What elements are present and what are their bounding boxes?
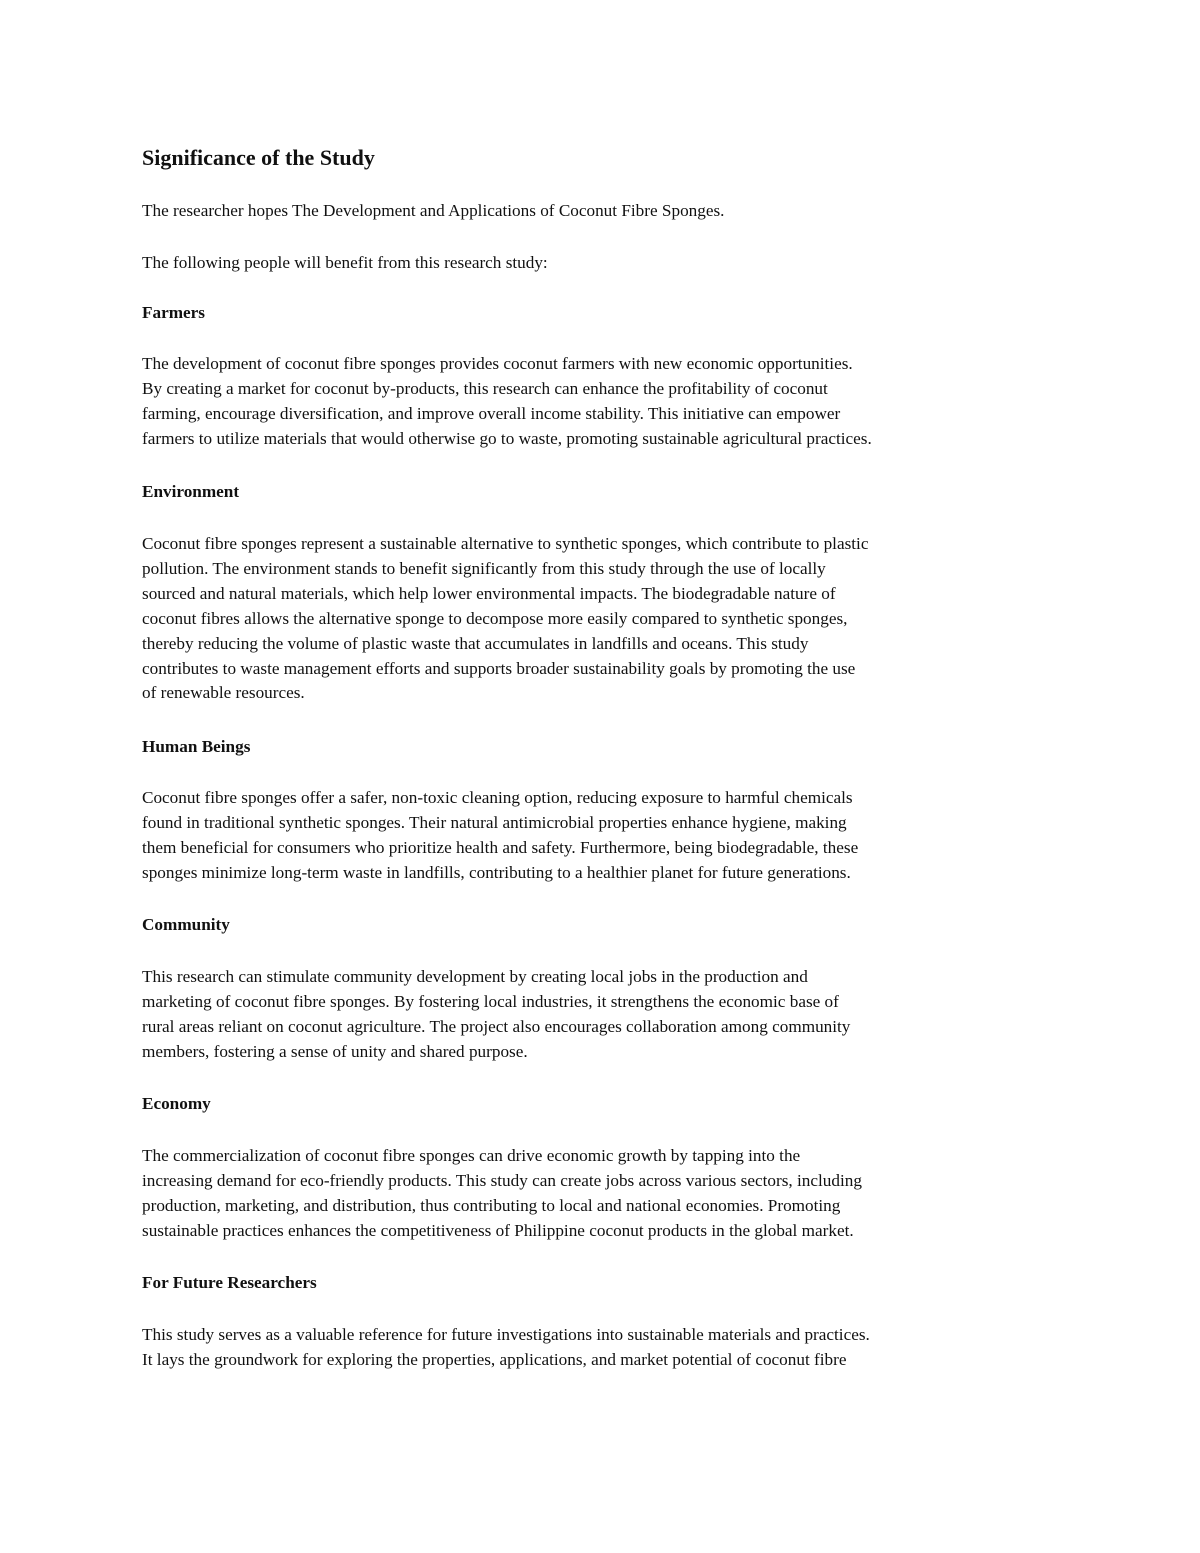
- section-paragraph-future-researchers: [142, 1323, 1062, 1373]
- paragraph-line: sourced and natural materials, which help lower environmental impacts. The biodegradable nature of: [142, 583, 836, 603]
- paragraph-line: This research can stimulate community development by creating local jobs in the production and: [142, 967, 808, 986]
- paragraph-line: The commercialization of coconut fibre sponges can drive economic growth by tapping into the: [142, 1146, 801, 1165]
- paragraph-line: pollution. The environment stands to benefit significantly from this study through the use of locally: [142, 558, 826, 578]
- paragraph-line: farmers to utilize materials that would otherwise go to waste, promoting sustainable agricultural practices.: [142, 428, 872, 448]
- section-paragraph-environment: [142, 532, 1062, 706]
- section-heading-farmers: Farmers: [142, 303, 205, 322]
- paragraph-line: contributes to waste management efforts and supports broader sustainability goals by promoting the use: [142, 658, 856, 678]
- intro-beneficiaries: The following people will benefit from this research study:: [142, 253, 548, 272]
- paragraph-line: rural areas reliant on coconut agriculture. The project also encourages collaboration among community: [142, 1016, 851, 1036]
- paragraph-line: Coconut fibre sponges represent a sustainable alternative to synthetic sponges, which contribute to plastic: [142, 534, 869, 553]
- paragraph-line: marketing of coconut fibre sponges. By fostering local industries, it strengthens the economic base of: [142, 991, 839, 1011]
- paragraph-line: Coconut fibre sponges offer a safer, non-toxic cleaning option, reducing exposure to harmful chemicals: [142, 788, 853, 807]
- paragraph-line: farming, encourage diversification, and improve overall income stability. This initiative can empower: [142, 403, 841, 423]
- page-title: Significance of the Study: [142, 145, 375, 170]
- paragraph-line: increasing demand for eco-friendly products. This study can create jobs across various sectors, including: [142, 1170, 862, 1190]
- paragraph-line: production, marketing, and distribution, thus contributing to local and national economies. Promoting: [142, 1195, 841, 1215]
- section-paragraph-economy: [142, 1144, 1062, 1244]
- paragraph-line: The development of coconut fibre sponges provides coconut farmers with new economic opportunities.: [142, 354, 853, 373]
- paragraph-line: By creating a market for coconut by-products, this research can enhance the profitability of coconut: [142, 378, 828, 398]
- section-heading-future-researchers: For Future Researchers: [142, 1273, 317, 1292]
- section-heading-human-beings: Human Beings: [142, 737, 251, 756]
- paragraph-line: It lays the groundwork for exploring the properties, applications, and market potential of coconut fibre: [142, 1349, 847, 1369]
- section-paragraph-community: [142, 965, 1062, 1065]
- section-heading-economy: Economy: [142, 1094, 211, 1113]
- paragraph-line: members, fostering a sense of unity and shared purpose.: [142, 1041, 528, 1061]
- section-heading-environment: Environment: [142, 482, 240, 501]
- paragraph-line: found in traditional synthetic sponges. Their natural antimicrobial properties enhance hygiene, making: [142, 812, 847, 832]
- section-paragraph-farmers: [142, 352, 1062, 452]
- paragraph-line: This study serves as a valuable reference for future investigations into sustainable materials and practices.: [142, 1325, 870, 1344]
- paragraph-line: of renewable resources.: [142, 683, 305, 703]
- intro-sentence: The researcher hopes The Development and Applications of Coconut Fibre Sponges.: [142, 201, 725, 220]
- paragraph-line: sponges minimize long-term waste in landfills, contributing to a healthier planet for future generations.: [142, 862, 851, 882]
- paragraph-line: sustainable practices enhances the competitiveness of Philippine coconut products in the global market.: [142, 1220, 854, 1240]
- paragraph-line: them beneficial for consumers who prioritize health and safety. Furthermore, being biodegradable, these: [142, 837, 859, 857]
- paragraph-line: coconut fibres allows the alternative sponge to decompose more easily compared to synthetic sponges,: [142, 608, 848, 628]
- section-heading-community: Community: [142, 915, 230, 934]
- section-paragraph-human-beings: [142, 786, 1062, 886]
- paragraph-line: thereby reducing the volume of plastic waste that accumulates in landfills and oceans. This study: [142, 633, 809, 653]
